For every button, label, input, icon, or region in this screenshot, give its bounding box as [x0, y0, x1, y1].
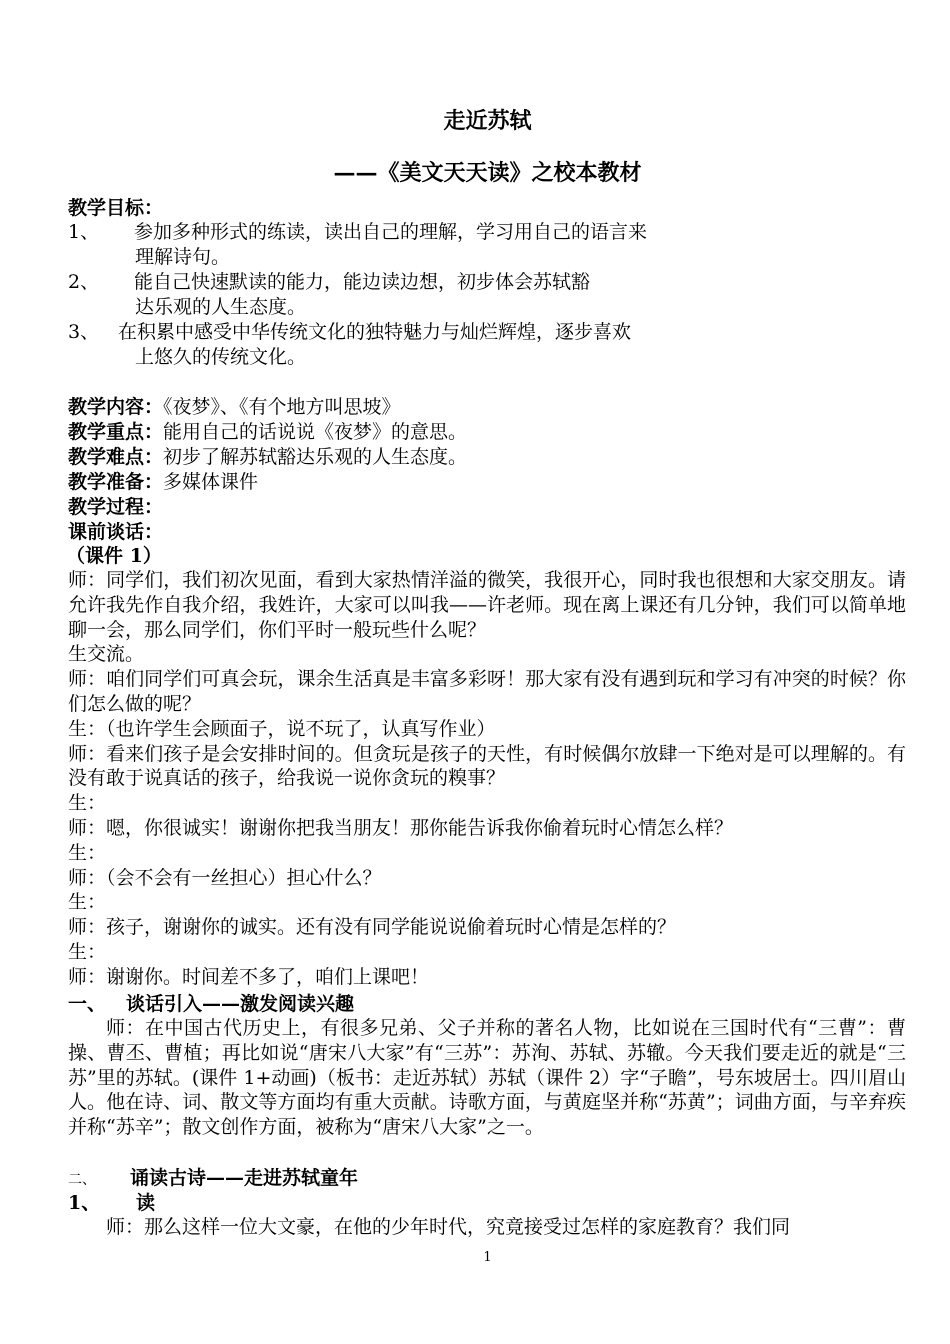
- section-1-heading: [68, 992, 354, 1016]
- dialogue-line: 师：孩子，谢谢你的诚实。还有没有同学能说说偷着玩时心情是怎样的？: [68, 916, 677, 939]
- section-2-number: 二、: [68, 1172, 96, 1188]
- goal-2-text: 能自己快速默读的能力，能边读边想，初步体会苏轼豁: [134, 271, 591, 293]
- section-1-text: 师：在中国古代历史上，有很多兄弟、父子并称的著名人物，比如说在三国时代有“三曹”：曹操、曹丕、曹植；再比如说“唐宋八大家”有“三苏”：苏洵、苏轼、苏辙。今天我们要走近的就是“三苏”里的苏轼。(课件 1+动画)（板书：走近苏轼）苏轼（课件 2）字“子瞻”，号东坡居士。四川眉山人。他在诗、词、散文等方面均有重大贡献。诗歌方面，与黄庭坚并称“苏黄”；词曲方面，与辛弃疾并称“苏辛”；散文创作方面，被称为“唐宋八大家”之一。: [68, 1017, 906, 1139]
- page-number: 1: [483, 1250, 492, 1265]
- dialogue-line: 师：看来们孩子是会安排时间的。但贪玩是孩子的天性，有时候偶尔放肆一下绝对是可以理解的。有没有敢于说真话的孩子，给我说一说你贪玩的糗事？: [68, 742, 906, 790]
- goals-heading: 教学目标：: [68, 197, 164, 219]
- difficulty-value: 初步了解苏轼豁达乐观的人生态度。: [163, 446, 468, 468]
- goal-1-cont: 理解诗句。: [135, 246, 231, 268]
- goal-3-text: 在积累中感受中华传统文化的独特魅力与灿烂辉煌，逐步喜欢: [118, 321, 632, 343]
- goal-2-number: 2、: [68, 271, 100, 293]
- focus-row: [68, 420, 467, 444]
- goal-1: [68, 220, 647, 244]
- process-label: 教学过程：: [68, 496, 164, 518]
- section-2-title: 诵读古诗——走进苏轼童年: [130, 1167, 359, 1189]
- doc-subtitle: ——《美文天天读》之校本教材: [333, 160, 642, 186]
- section-2-heading: [68, 1166, 358, 1192]
- goal-2: [68, 270, 590, 294]
- difficulty-label: 教学难点：: [68, 446, 164, 468]
- dialogue-line: 生：: [68, 792, 107, 815]
- dialogue-line: 师：同学们，我们初次见面，看到大家热情洋溢的微笑，我很开心，同时我也很想和大家交朋友。请允许我先作自我介绍，我姓许，大家可以叫我——许老师。现在离上课还有几分钟，我们可以简单地聊一会，那么同学们，你们平时一般玩些什么呢？: [68, 569, 906, 641]
- dialogue-line: 生：（也许学生会顾面子，说不玩了，认真写作业）: [68, 717, 496, 740]
- subsection-1-text: 师：那么这样一位大文豪，在他的少年时代，究竟接受过怎样的家庭教育？我们同: [106, 1216, 791, 1238]
- pretalk-label: 课前谈话：: [68, 521, 164, 543]
- prep-row: [68, 470, 258, 494]
- dialogue-line: 师：嗯，你很诚实！谢谢你把我当朋友！那你能告诉我你偷着玩时心情怎么样？: [68, 816, 734, 839]
- doc-title: 走近苏轼: [443, 108, 532, 134]
- focus-value: 能用自己的话说说《夜梦》的意思。: [163, 421, 468, 443]
- goal-2-cont: 达乐观的人生态度。: [135, 296, 307, 318]
- content-row: [68, 395, 401, 419]
- subsection-1-heading: [68, 1191, 155, 1215]
- section-1-title: 谈话引入——激发阅读兴趣: [126, 993, 355, 1015]
- dialogue-line: 生：: [68, 940, 107, 963]
- dialogue-line: 师：谢谢你。时间差不多了，咱们上课吧！: [68, 965, 430, 988]
- focus-label: 教学重点：: [68, 421, 164, 443]
- dialogue-line: 生：: [68, 891, 107, 914]
- courseware-label: （课件 1）: [66, 545, 162, 567]
- goal-1-text: 参加多种形式的练读，读出自己的理解，学习用自己的语言来: [134, 221, 648, 243]
- goal-3-cont: 上悠久的传统文化。: [135, 346, 307, 368]
- dialogue-line: 生交流。: [68, 643, 145, 666]
- goal-1-number: 1、: [68, 221, 100, 243]
- section-1-number: 一、: [68, 993, 107, 1015]
- subsection-1-number: 1、: [68, 1192, 101, 1214]
- dialogue-line: 师：（会不会有一丝担心）担心什么？: [68, 866, 382, 889]
- section-1-body: [68, 1016, 906, 1140]
- dialogue-line: 生：: [68, 841, 107, 864]
- content-value: 《夜梦》、《有个地方叫思坡》: [163, 396, 401, 418]
- goal-3: [68, 320, 631, 344]
- prep-value: 多媒体课件: [163, 471, 259, 493]
- dialogue-line: 师：咱们同学们可真会玩，课余生活真是丰富多彩呀！那大家有没有遇到玩和学习有冲突的时候？你们怎么做的呢？: [68, 668, 906, 715]
- prep-label: 教学准备：: [68, 471, 164, 493]
- content-label: 教学内容：: [68, 396, 164, 418]
- subsection-1-title: 读: [136, 1192, 156, 1214]
- subsection-1-body: [68, 1215, 906, 1240]
- goal-3-number: 3、: [68, 321, 100, 343]
- dialogue-block: [68, 568, 906, 990]
- difficulty-row: [68, 445, 467, 469]
